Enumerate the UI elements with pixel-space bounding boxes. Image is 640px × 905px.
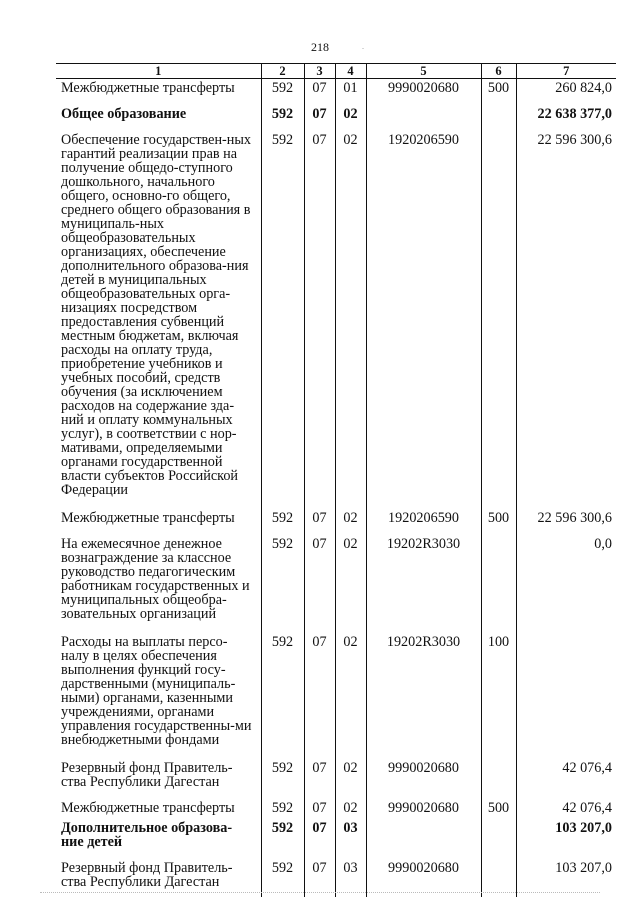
col-2-value: 592 bbox=[261, 819, 304, 859]
table-row bbox=[56, 509, 616, 535]
col-3-value: 07 bbox=[304, 799, 335, 819]
col-7-amount: 103 207,0 bbox=[516, 819, 616, 859]
col-3-value: 07 bbox=[304, 759, 335, 799]
scan-edge-line bbox=[40, 892, 600, 893]
col-3-value: 07 bbox=[304, 79, 335, 106]
col-7-amount: 42 076,4 bbox=[516, 799, 616, 819]
row-label: Обеспечение государствен-ных гарантий реализации прав на получение общедо-ступного дошкольного, начального общего, основно-го общего, среднего общего образования в муниципаль-ных общеобразовательных организациях, обеспечение дополнительного образова-ния детей в муниципальных общеобразовательных орга-низациях посредством предоставления субвенций местным бюджетам, включая расходы на оплату труда, приобретение учебников и учебных пособий, средств обучения (за исключением расходов на содержание зда-ний и оплату коммунальных услуг), в соответствии с нор-мативами, определяемыми органами государственной власти субъектов Российской Федерации bbox=[61, 132, 251, 498]
col-6-value bbox=[481, 535, 516, 633]
filler-cell bbox=[261, 889, 304, 897]
col-3-value: 07 bbox=[304, 535, 335, 633]
col-2-value: 592 bbox=[261, 131, 304, 509]
col-6-value bbox=[481, 859, 516, 889]
col-7-amount: 0,0 bbox=[516, 535, 616, 633]
col-7-amount bbox=[516, 633, 616, 759]
col-2-value: 592 bbox=[261, 79, 304, 106]
col-4-value: 02 bbox=[335, 509, 366, 535]
filler-cell bbox=[366, 889, 481, 897]
col-5-code bbox=[366, 105, 481, 131]
row-label: На ежемесячное денежное вознаграждение за классное руководство педагогическим работникам государственных и муниципальных общеобра-зовательных организаций bbox=[61, 536, 250, 622]
col-7-amount: 22 638 377,0 bbox=[516, 105, 616, 131]
table-row bbox=[56, 633, 616, 759]
col-6-value: 500 bbox=[481, 79, 516, 106]
row-label: Дополнительное образова-ние детей bbox=[61, 820, 233, 850]
col-6-value bbox=[481, 131, 516, 509]
table-row bbox=[56, 535, 616, 633]
header-col-1: 1 bbox=[56, 64, 261, 79]
col-4-value: 02 bbox=[335, 633, 366, 759]
col-5-code: 19202R3030 bbox=[366, 633, 481, 759]
col-5-code: 9990020680 bbox=[366, 799, 481, 819]
row-label: Резервный фонд Правитель-ства Республики Дагестан bbox=[61, 760, 233, 790]
col-3-value: 07 bbox=[304, 859, 335, 889]
col-6-value bbox=[481, 105, 516, 131]
col-5-code: 1920206590 bbox=[366, 131, 481, 509]
table-row bbox=[56, 859, 616, 889]
col-4-value: 02 bbox=[335, 799, 366, 819]
row-label: Межбюджетные трансферты bbox=[61, 800, 235, 816]
col-3-value: 07 bbox=[304, 509, 335, 535]
col-4-value: 03 bbox=[335, 859, 366, 889]
table-row bbox=[56, 819, 616, 859]
table-row bbox=[56, 79, 616, 106]
col-2-value: 592 bbox=[261, 859, 304, 889]
col-4-value: 03 bbox=[335, 819, 366, 859]
row-label: Общее образование bbox=[61, 106, 187, 122]
col-3-value: 07 bbox=[304, 131, 335, 509]
header-col-7: 7 bbox=[516, 64, 616, 79]
col-4-value: 02 bbox=[335, 105, 366, 131]
col-5-code: 9990020680 bbox=[366, 759, 481, 799]
filler-cell bbox=[304, 889, 335, 897]
col-4-value: 02 bbox=[335, 535, 366, 633]
table-row bbox=[56, 799, 616, 819]
row-label: Расходы на выплаты персо-налу в целях обеспечения выполнения функций госу-дарственными (муниципаль-ными) органами, казенными учреждениями, органами управления государственны-ми внебюджетными фондами bbox=[61, 634, 252, 748]
col-4-value: 02 bbox=[335, 759, 366, 799]
header-col-4: 4 bbox=[335, 64, 366, 79]
filler-cell bbox=[481, 889, 516, 897]
col-7-amount: 103 207,0 bbox=[516, 859, 616, 889]
col-6-value bbox=[481, 759, 516, 799]
header-row bbox=[56, 64, 616, 79]
table-row bbox=[56, 105, 616, 131]
col-2-value: 592 bbox=[261, 759, 304, 799]
scan-mark: . bbox=[362, 42, 364, 51]
col-7-amount: 42 076,4 bbox=[516, 759, 616, 799]
page-number: 218 bbox=[311, 40, 329, 54]
col-4-value: 02 bbox=[335, 131, 366, 509]
col-2-value: 592 bbox=[261, 535, 304, 633]
col-3-value: 07 bbox=[304, 105, 335, 131]
row-label: Резервный фонд Правитель-ства Республики Дагестан bbox=[61, 860, 233, 890]
table-filler-row bbox=[56, 889, 616, 897]
col-6-value bbox=[481, 819, 516, 859]
col-2-value: 592 bbox=[261, 633, 304, 759]
row-label: Межбюджетные трансферты bbox=[61, 80, 235, 96]
col-5-code: 9990020680 bbox=[366, 859, 481, 889]
col-2-value: 592 bbox=[261, 799, 304, 819]
filler-cell bbox=[56, 889, 261, 897]
col-5-code bbox=[366, 819, 481, 859]
filler-cell bbox=[335, 889, 366, 897]
col-3-value: 07 bbox=[304, 819, 335, 859]
col-7-amount: 260 824,0 bbox=[516, 79, 616, 106]
col-6-value: 100 bbox=[481, 633, 516, 759]
row-label: Межбюджетные трансферты bbox=[61, 510, 235, 526]
header-col-2: 2 bbox=[261, 64, 304, 79]
header-col-5: 5 bbox=[366, 64, 481, 79]
col-6-value: 500 bbox=[481, 799, 516, 819]
col-7-amount: 22 596 300,6 bbox=[516, 509, 616, 535]
col-6-value: 500 bbox=[481, 509, 516, 535]
col-4-value: 01 bbox=[335, 79, 366, 106]
table-body bbox=[56, 79, 616, 898]
col-7-amount: 22 596 300,6 bbox=[516, 131, 616, 509]
table-row bbox=[56, 759, 616, 799]
col-3-value: 07 bbox=[304, 633, 335, 759]
filler-cell bbox=[516, 889, 616, 897]
col-2-value: 592 bbox=[261, 105, 304, 131]
header-col-6: 6 bbox=[481, 64, 516, 79]
header-col-3: 3 bbox=[304, 64, 335, 79]
col-5-code: 9990020680 bbox=[366, 79, 481, 106]
col-5-code: 1920206590 bbox=[366, 509, 481, 535]
budget-table bbox=[56, 63, 616, 897]
col-5-code: 19202R3030 bbox=[366, 535, 481, 633]
col-2-value: 592 bbox=[261, 509, 304, 535]
table-row bbox=[56, 131, 616, 509]
